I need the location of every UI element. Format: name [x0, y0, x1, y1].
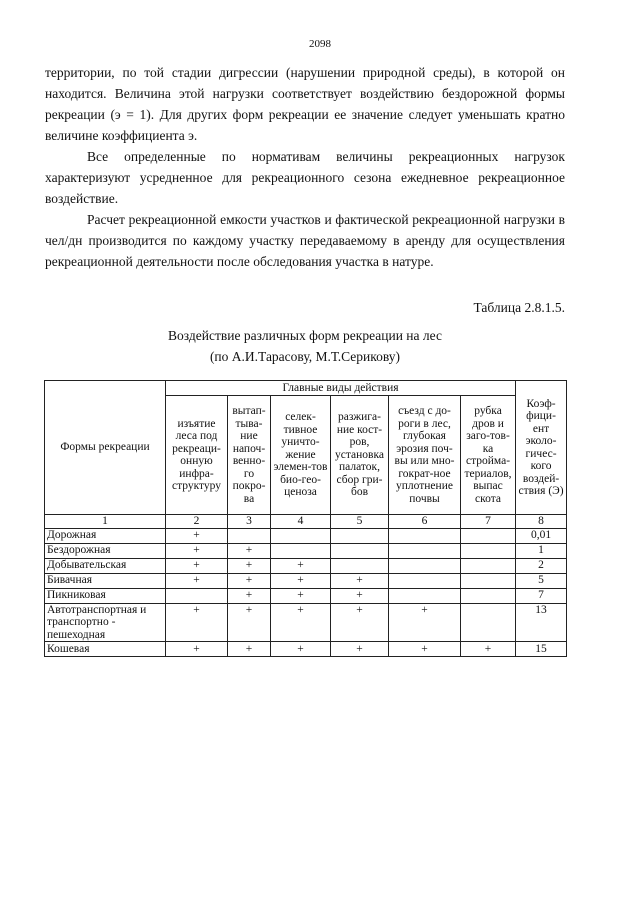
cell: +: [271, 642, 331, 657]
cell: +: [331, 573, 389, 588]
column-number: 4: [271, 515, 331, 529]
column-number: 8: [516, 515, 567, 529]
paragraph-3: Расчет рекреационной емкости участков и фактической рекреационной нагрузки в чел/дн производится по каждому участку передаваемому в аренду для осуществления рекреационной деятельности после обследования участка в натуре.: [45, 212, 565, 269]
coef-value: 2: [516, 558, 567, 573]
column-number: 5: [331, 515, 389, 529]
form-name: Бивачная: [45, 573, 166, 588]
subheader: изъятие леса под рекреаци-онную инфра-структуру: [166, 396, 228, 515]
cell: +: [461, 642, 516, 657]
cell: [461, 543, 516, 558]
cell: +: [271, 603, 331, 642]
table-row: [45, 543, 567, 558]
cell: +: [228, 543, 271, 558]
table-row: [45, 528, 567, 543]
cell: [389, 528, 461, 543]
coef-value: 13: [516, 603, 567, 642]
cell: +: [166, 543, 228, 558]
table-row: [45, 573, 567, 588]
column-number: 3: [228, 515, 271, 529]
table-row: [45, 588, 567, 603]
paragraph-2: Все определенные по нормативам величины рекреационных нагрузок характеризуют усредненное для рекреационного сезона ежедневное рекреационное воздействие.: [45, 149, 565, 206]
subheader: съезд с до-роги в лес, глубокая эрозия поч-вы или мно-гократ-ное уплотнение почвы: [389, 396, 461, 515]
coef-value: 7: [516, 588, 567, 603]
cell: +: [389, 642, 461, 657]
table-row: [45, 558, 567, 573]
cell: +: [331, 642, 389, 657]
cell: [389, 588, 461, 603]
form-name: Дорожная: [45, 528, 166, 543]
cell: +: [166, 603, 228, 642]
column-number: 2: [166, 515, 228, 529]
subheader: разжига-ние кост-ров, установка палаток, сбор гри-бов: [331, 396, 389, 515]
recreation-table: [44, 380, 567, 657]
cell: +: [389, 603, 461, 642]
cell: +: [228, 573, 271, 588]
table-row: [45, 642, 567, 657]
form-name: Пикниковая: [45, 588, 166, 603]
cell: +: [166, 558, 228, 573]
paragraph-1: территории, по той стадии дигрессии (нарушении природной среды), в которой он находится. Величина этой нагрузки соответствует воздействию бездорожной формы рекреации (э = 1). Для других форм рекреации ее значение следует уменьшать кратно величине коэффициента э.: [45, 65, 565, 143]
cell: +: [228, 588, 271, 603]
cell: +: [166, 528, 228, 543]
cell: [166, 588, 228, 603]
coef-value: 5: [516, 573, 567, 588]
form-name: Кошевая: [45, 642, 166, 657]
coef-value: 15: [516, 642, 567, 657]
column-numbers-row: [45, 515, 567, 529]
cell: +: [271, 588, 331, 603]
cell: +: [228, 642, 271, 657]
cell: +: [331, 603, 389, 642]
cell: [461, 528, 516, 543]
cell: [389, 558, 461, 573]
body-text-2: [45, 146, 565, 209]
table-title-block: [45, 325, 565, 367]
cell: +: [166, 642, 228, 657]
table-number: Таблица 2.8.1.5.: [473, 300, 565, 315]
column-number: 6: [389, 515, 461, 529]
coef-header: Коэф-фици-ент эколо-гичес-кого воздей-ствия (Э): [516, 381, 567, 515]
page-number: 2098: [309, 38, 331, 50]
coef-value: 0,01: [516, 528, 567, 543]
cell: +: [228, 603, 271, 642]
cell: [461, 558, 516, 573]
cell: [389, 573, 461, 588]
table-title: Воздействие различных форм рекреации на лес: [168, 328, 442, 343]
forms-header: Формы рекреации: [45, 381, 166, 515]
body-text: [45, 62, 565, 146]
table-subtitle: (по А.И.Тарасову, М.Т.Серикову): [209, 349, 401, 364]
cell: [461, 588, 516, 603]
table-row: [45, 603, 567, 642]
subheader: вытап-тыва-ние напоч-венно-го покро-ва: [228, 396, 271, 515]
form-name: Автотранспортная и транспортно - пешеходная: [45, 603, 166, 642]
body-text-3: [45, 209, 565, 272]
coef-value: 1: [516, 543, 567, 558]
cell: +: [271, 573, 331, 588]
column-number: 1: [45, 515, 166, 529]
subheader: селек-тивное уничто-жение элемен-тов био-гео-ценоза: [271, 396, 331, 515]
cell: [228, 528, 271, 543]
cell: +: [228, 558, 271, 573]
cell: [331, 528, 389, 543]
cell: [271, 543, 331, 558]
column-number: 7: [461, 515, 516, 529]
cell: +: [271, 558, 331, 573]
cell: [389, 543, 461, 558]
cell: +: [331, 588, 389, 603]
cell: +: [166, 573, 228, 588]
form-name: Добывательская: [45, 558, 166, 573]
cell: [271, 528, 331, 543]
group-header: Главные виды действия: [166, 381, 516, 396]
cell: [461, 573, 516, 588]
subheader: рубка дров и заго-тов-ка стройма-териалов, выпас скота: [461, 396, 516, 515]
cell: [331, 558, 389, 573]
cell: [461, 603, 516, 642]
cell: [331, 543, 389, 558]
form-name: Бездорожная: [45, 543, 166, 558]
